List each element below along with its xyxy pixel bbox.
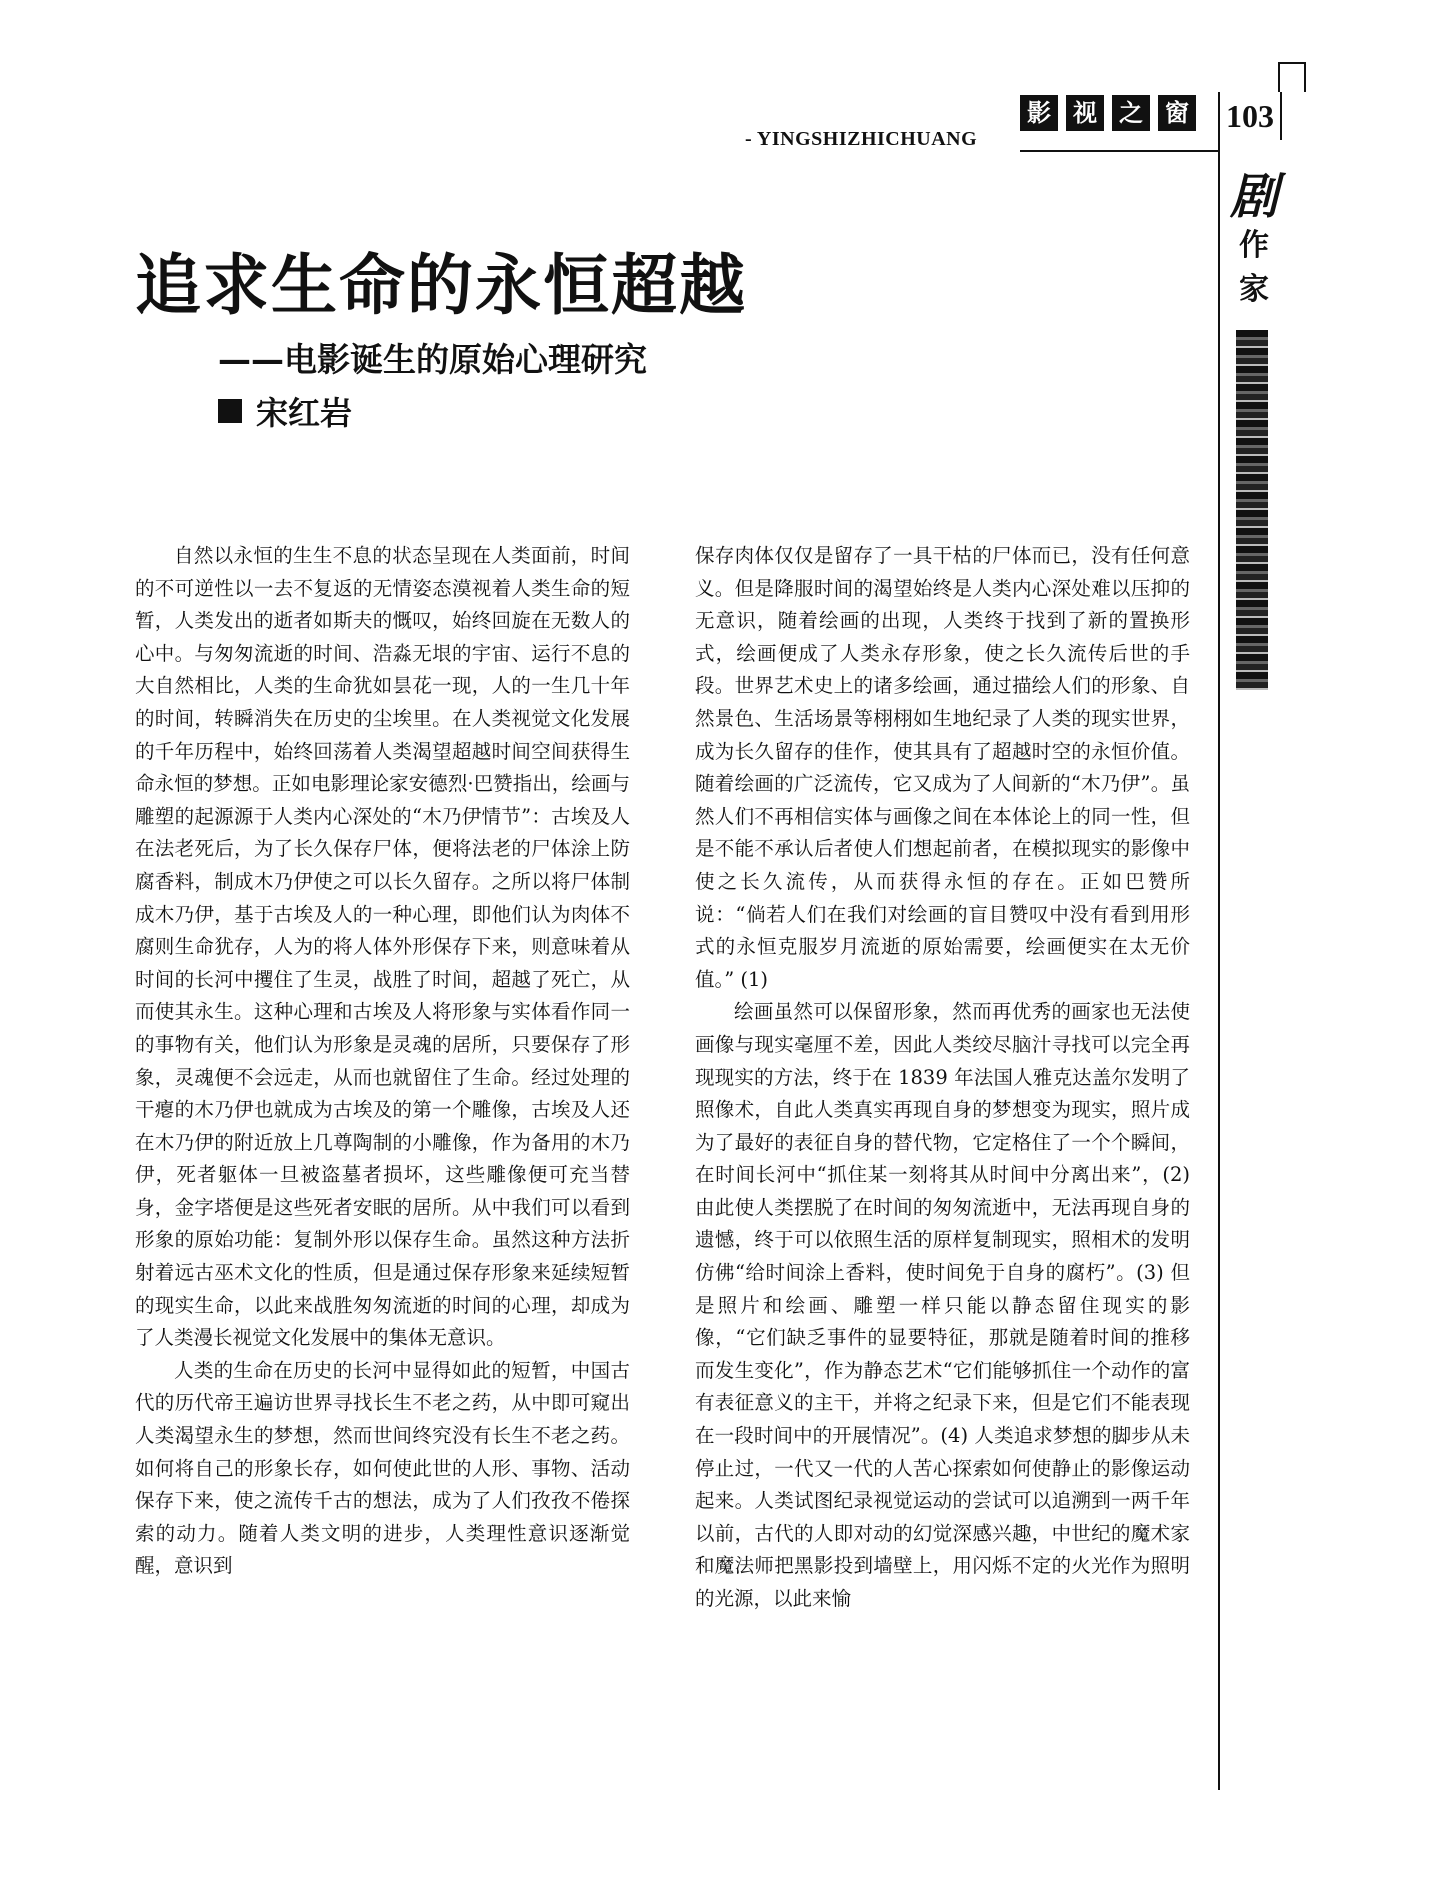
banner-char: 视: [1066, 95, 1104, 131]
article-title: 追求生命的永恒超越: [135, 247, 747, 324]
banner-char: 影: [1020, 95, 1058, 131]
article-subtitle: ——电影诞生的原始心理研究: [218, 340, 647, 379]
page-number: 103: [1218, 92, 1282, 140]
side-divider: [1218, 140, 1220, 1790]
side-mark-char: 家: [1239, 272, 1269, 307]
side-mark-char: 剧: [1230, 169, 1279, 225]
paragraph: 人类的生命在历史的长河中显得如此的短暂，中国古代的历代帝王遍访世界寻找长生不老之药，从中即可窥出人类渴望永生的梦想，然而世间终究没有长生不老之药。如何将自己的形象长存，如何使此世的人形、事物、活动保存下来，使之流传千古的想法，成为了人们孜孜不倦探索的动力。随着人类文明的进步，人类理性意识逐渐觉醒，意识到: [135, 1358, 630, 1578]
running-title: - YINGSHIZHICHUANG: [745, 128, 978, 150]
author-name: 宋红岩: [256, 394, 353, 432]
corner-frame-mark: [1278, 62, 1306, 92]
author-bullet-icon: [218, 399, 242, 423]
body-column-right: [695, 540, 1190, 1800]
section-banner: [1020, 95, 1196, 131]
author-line: [218, 388, 352, 434]
body-column-left: [135, 540, 630, 1800]
side-mark-char: 作: [1239, 228, 1269, 263]
paragraph: 保存肉体仅仅是留存了一具干枯的尸体而已，没有任何意义。但是降服时间的渴望始终是人类内心深处难以压抑的无意识，随着绘画的出现，人类终于找到了新的置换形式，绘画便成了人类永存形象，使之长久流传后世的手段。世界艺术史上的诸多绘画，通过描绘人们的形象、自然景色、生活场景等栩栩如生地纪录了人类的现实世界，成为长久留存的佳作，使其具有了超越时空的永恒价值。随着绘画的广泛流传，它又成为了人间新的“木乃伊”。虽然人们不再相信实体与画像之间在本体论上的同一性，但是不能不承认后者使人们想起前者，在模拟现实的影像中使之长久流传，从而获得永恒的存在。正如巴赞所说：“倘若人们在我们对绘画的盲目赞叹中没有看到用形式的永恒克服岁月流逝的原始需要，绘画便实在太无价值。” (1): [695, 544, 1190, 991]
banner-char: 之: [1112, 95, 1150, 131]
header-rule: [1020, 150, 1218, 152]
banner-char: 窗: [1158, 95, 1196, 131]
magazine-side-mark: [1230, 170, 1278, 312]
paragraph: 绘画虽然可以保留形象，然而再优秀的画家也无法使画像与现实毫厘不差，因此人类绞尽脑汁寻找可以完全再现现实的方法，终于在 1839 年法国人雅克达盖尔发明了照像术，自此人类真实再现自身的梦想变为现实，照片成为了最好的表征自身的替代物，它定格住了一个个瞬间，在时间长河中“抓住某一刻将其从时间中分离出来”，(2) 由此使人类摆脱了在时间的匆匆流逝中，无法再现自身的遗憾，终于可以依照生活的原样复制现实，照相术的发明仿佛“给时间涂上香料，使时间免于自身的腐朽”。(3) 但是照片和绘画、雕塑一样只能以静态留住现实的影像，“它们缺乏事件的显要特征，那就是随着时间的推移而发生变化”，作为静态艺术“它们能够抓住一个动作的富有表征意义的主干，并将之纪录下来，但是它们不能表现在一段时间中的开展情况”。(4) 人类追求梦想的脚步从未停止过，一代又一代的人苦心探索如何使静止的影像运动起来。人类试图纪录视觉运动的尝试可以追溯到一两千年以前，古代的人即对动的幻觉深感兴趣，中世纪的魔术家和魔法师把黑影投到墙壁上，用闪烁不定的火光作为照明的光源，以此来愉: [695, 1000, 1190, 1610]
side-decorative-bar: [1236, 330, 1268, 690]
paragraph: 自然以永恒的生生不息的状态呈现在人类面前，时间的不可逆性以一去不复返的无情姿态漠视着人类生命的短暂，人类发出的逝者如斯夫的慨叹，始终回旋在无数人的心中。与匆匆流逝的时间、浩淼无垠的宇宙、运行不息的大自然相比，人类的生命犹如昙花一现，人的一生几十年的时间，转瞬消失在历史的尘埃里。在人类视觉文化发展的千年历程中，始终回荡着人类渴望超越时间空间获得生命永恒的梦想。正如电影理论家安德烈·巴赞指出，绘画与雕塑的起源源于人类内心深处的“木乃伊情节”：古埃及人在法老死后，为了长久保存尸体，便将法老的尸体涂上防腐香料，制成木乃伊使之可以长久留存。之所以将尸体制成木乃伊，基于古埃及人的一种心理，即他们认为肉体不腐则生命犹存，人为的将人体外形保存下来，则意味着从时间的长河中攫住了生灵，战胜了时间，超越了死亡，从而使其永生。这种心理和古埃及人将形象与实体看作同一的事物有关，他们认为形象是灵魂的居所，只要保存了形象，灵魂便不会远走，从而也就留住了生命。经过处理的干瘪的木乃伊也就成为古埃及的第一个雕像，古埃及人还在木乃伊的附近放上几尊陶制的小雕像，作为备用的木乃伊，死者躯体一旦被盗墓者损坏，这些雕像便可充当替身，金字塔便是这些死者安眠的居所。从中我们可以看到形象的原始功能：复制外形以保存生命。虽然这种方法折射着远古巫术文化的性质，但是通过保存形象来延续短暂的现实生命，以此来战胜匆匆流逝的时间的心理，却成为了人类漫长视觉文化发展中的集体无意识。: [135, 544, 630, 1350]
